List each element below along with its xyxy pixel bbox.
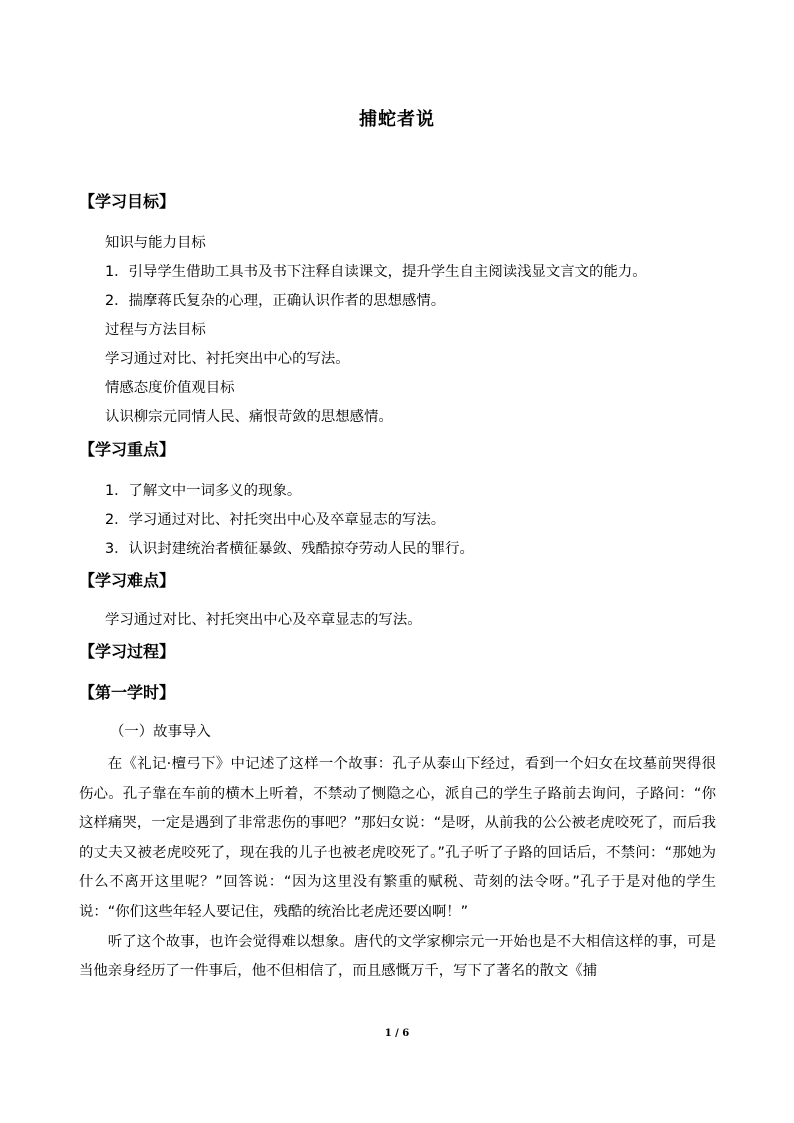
section-heading-key-points: 【学习重点】 [79,440,176,459]
story-paragraph: 在《礼记·檀弓下》中记述了这样一个故事：孔子从泰山下经过，看到一个妇女在坟墓前哭得很伤心。孔子靠在车前的横木上听着，不禁动了恻隐之心，派自己的学生子路前去询问，子路问：“你这样痛哭，一定是遇到了非常悲伤的事吧？”那妇女说：“是呀，从前我的公公被老虎咬死了，而后我的丈夫又被老虎咬死了，现在我的儿子也被老虎咬死了。”孔子听了子路的回话后，不禁问：“那她为什么不离开这里呢？”回答说：“因为这里没有繁重的赋税、苛刻的法令呀。”孔子于是对他的学生说：“你们这些年轻人要记住，残酷的统治比老虎还要凶啊！” [79,756,716,920]
key-point-line: 1．了解文中一词多义的现象。 [105,483,302,499]
objective-line: 学习通过对比、衬托突出中心的写法。 [105,351,350,367]
key-point-line: 2．学习通过对比、衬托突出中心及卒章显志的写法。 [105,512,446,528]
section-heading-process: 【学习过程】 [79,642,176,661]
objective-line: 认识柳宗元同情人民、痛恨苛敛的思想感情。 [105,409,393,425]
section-heading-lesson-one: 【第一学时】 [79,683,176,702]
key-point-line: 3．认识封建统治者横征暴敛、残酷掠夺劳动人民的罪行。 [105,541,474,557]
objective-line: 知识与能力目标 [105,235,206,251]
section-heading-difficulties: 【学习难点】 [79,571,176,590]
objective-line: 2．揣摩蒋氏复杂的心理，正确认识作者的思想感情。 [105,293,446,309]
objective-line: 情感态度价值观目标 [105,380,235,396]
objective-line: 1．引导学生借助工具书及书下注释自读课文，提升学生自主阅读浅显文言文的能力。 [105,264,647,280]
objective-line: 过程与方法目标 [105,322,206,338]
page-number: 1 / 6 [384,1028,410,1039]
difficulty-line: 学习通过对比、衬托突出中心及卒章显志的写法。 [105,612,422,628]
section-heading-objectives: 【学习目标】 [79,192,176,211]
lesson-subheading: （一）故事导入 [110,724,211,740]
intro-paragraph: 听了这个故事，也许会觉得难以想象。唐代的文学家柳宗元一开始也是不大相信这样的事，可是当他亲身经历了一件事后，他不但相信了，而且感慨万千，写下了著名的散文《捕 [79,933,716,980]
document-title: 捕蛇者说 [359,109,435,130]
lesson-body [79,750,716,987]
